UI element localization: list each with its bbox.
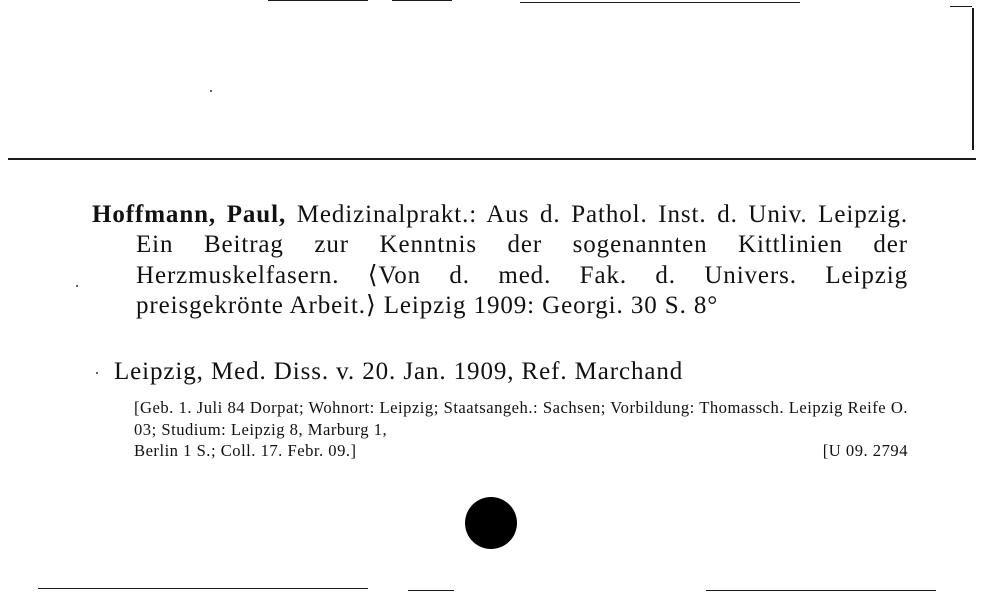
card-right-border [972, 8, 974, 150]
punch-hole [465, 497, 517, 549]
top-edge-rule [268, 0, 368, 1]
bio-last-row [134, 440, 908, 462]
catalog-entry [92, 200, 908, 322]
scan-speck [210, 90, 212, 92]
top-edge-rule [392, 0, 452, 1]
bio-text: [Geb. 1. Juli 84 Dorpat; Wohnort: Leipzig; Staatsangeh.: Sachsen; Vorbildung: Thomassch. Leipzig Reife O. 03; Studium: Leipzig 8, Marburg 1, [134, 398, 908, 439]
dissertation-line: Leipzig, Med. Diss. v. 20. Jan. 1909, Ref. Marchand [114, 358, 684, 385]
scan-speck [76, 285, 78, 287]
header-rule [8, 158, 976, 160]
bottom-edge-rule [706, 590, 936, 591]
top-edge-rule [520, 2, 800, 3]
author-name: Hoffmann, Paul, [92, 201, 287, 228]
entry-description: Medizinalprakt.: Aus d. Pathol. Inst. d. Univ. Leipzig. Ein Beitrag zur Kenntnis der sogenannten Kittlinien der Herzmuskelfasern. ⟨Von d. med. Fak. d. Univers. Leipzig preisgekrönte Arbeit.⟩ Leipzig 1909: Georgi. 30 S. 8° [136, 201, 908, 320]
top-edge-rule [950, 6, 972, 7]
entry-paragraph [92, 200, 908, 322]
catalog-number: [U 09. 2794 [822, 441, 908, 461]
biographical-note [134, 397, 908, 462]
scan-speck [96, 372, 98, 374]
bottom-edge-rule [408, 590, 454, 591]
bottom-edge-rule [38, 588, 368, 589]
bio-last-line: Berlin 1 S.; Coll. 17. Febr. 09.] [134, 441, 357, 461]
